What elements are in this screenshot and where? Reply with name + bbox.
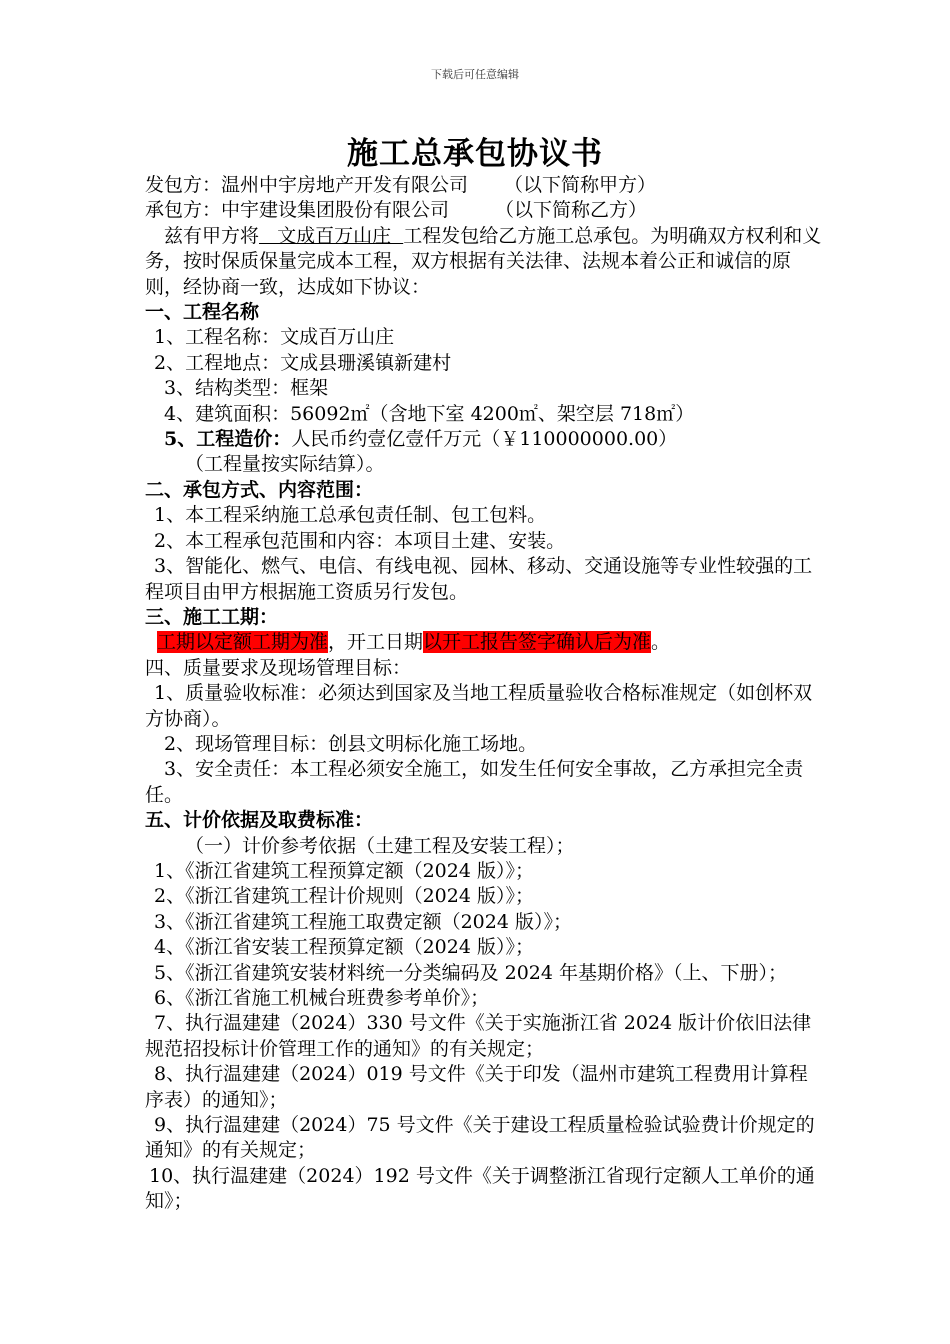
period-end: 。 [651,631,671,654]
intro-post: 工程发包给乙方施工总承包。为明确双方权利和义务，按时保质保量完成本工程，双方根据有关法律、法规本着公正和诚信的原则，经协商一致，达成如下协议： [145,224,822,298]
employer-label: 发包方： [145,174,222,196]
section-5-heading: 五、计价依据及取费标准： [145,809,374,832]
sec5-item-10: 10、执行温建建（2024）192 号文件《关于调整浙江省现行定额人工单价的通知》； [145,1164,815,1213]
section-1-heading: 一、工程名称 [145,301,260,324]
intro-project-name: 文成百万山庄 [259,224,404,247]
sec5-item-2: 2、《浙江省建筑工程计价规则（2024 版）》； [154,885,534,908]
sec3-period-line [145,630,825,655]
sec1-item-3: 3、结构类型：框架 [164,377,329,400]
price-note: （工程量按实际结算）。 [185,453,385,476]
employer-note: （以下简称甲方） [504,174,657,196]
employer-name: 温州中宇房地产开发有限公司 [221,174,469,196]
sec1-item-1: 1、工程名称：文成百万山庄 [154,326,395,349]
section-4-heading: 四、质量要求及现场管理目标： [145,656,412,679]
employer-line [145,173,825,198]
sec5-item-4: 4、《浙江省安装工程预算定额（2024 版）》； [154,936,534,959]
period-highlight-1: 工期以定额工期为准 [157,631,329,654]
price-value: 人民币约壹亿壹仟万元（￥110000000.00） [291,428,678,451]
contractor-name: 中宇建设集团股份有限公司 [221,199,450,222]
contractor-note: （以下简称乙方） [495,199,648,222]
sec5-item-5: 5、《浙江省建筑安装材料统一分类编码及 2024 年基期价格》（上、下册）； [154,961,788,984]
sec5-item-8: 8、执行温建建（2024）019 号文件《关于印发（温州市建筑工程费用计算程序表）的通知》； [145,1063,808,1111]
sec2-item-1: 1、本工程采纳施工总承包责任制、包工包料。 [154,504,547,527]
price-label: 5、工程造价： [164,428,292,451]
sec4-item-2: 2、现场管理目标：创县文明标化施工场地。 [164,732,538,755]
section-2-heading: 二、承包方式、内容范围： [145,478,374,501]
contractor-label: 承包方： [145,199,222,222]
sec2-item-2: 2、本工程承包范围和内容：本项目土建、安装。 [154,529,566,552]
intro-pre: 兹有甲方将 [164,224,260,247]
sec5-subheading: （一）计价参考依据（土建工程及安装工程）； [185,834,575,857]
sec4-item-3: 3、安全责任：本工程必须安全施工，如发生任何安全事故，乙方承担完全责任。 [145,758,804,806]
sec5-item-9: 9、执行温建建（2024）75 号文件《关于建设工程质量检验试验费计价规定的通知》的有关规定； [145,1114,815,1162]
document-title: 施工总承包协议书 [347,136,603,172]
sec4-item-1: 1、质量验收标准：必须达到国家及当地工程质量验收合格标准规定（如创杯双方协商）。 [145,682,813,730]
sec2-item-3: 3、智能化、燃气、电信、有线电视、园林、移动、交通设施等专业性较强的工程项目由甲方根据施工资质另行发包。 [145,555,813,603]
sec1-item-4: 4、建筑面积：56092㎡（含地下室 4200㎡、架空层 718㎡） [164,402,695,425]
sec1-item-2: 2、工程地点：文成县珊溪镇新建村 [154,351,452,374]
sec5-item-1: 1、《浙江省建筑工程预算定额（2024 版）》； [154,859,534,882]
page-header: 下载后可任意编辑 [431,68,519,81]
section-3-heading: 三、施工工期： [145,605,279,628]
contractor-line [145,198,825,223]
period-mid: ，开工日期 [328,631,424,654]
sec5-item-7: 7、执行温建建（2024）330 号文件《关于实施浙江省 2024 版计价依旧法律规范招投标计价管理工作的通知》的有关规定； [145,1012,812,1060]
document-body [145,173,825,1215]
intro-paragraph [145,224,825,300]
sec1-item-5 [145,427,825,452]
period-highlight-2: 以开工报告签字确认后为准 [423,631,652,654]
sec5-item-3: 3、《浙江省建筑工程施工取费定额（2024 版）》； [154,910,572,933]
sec5-item-6: 6、《浙江省施工机械台班费参考单价》； [154,987,490,1009]
